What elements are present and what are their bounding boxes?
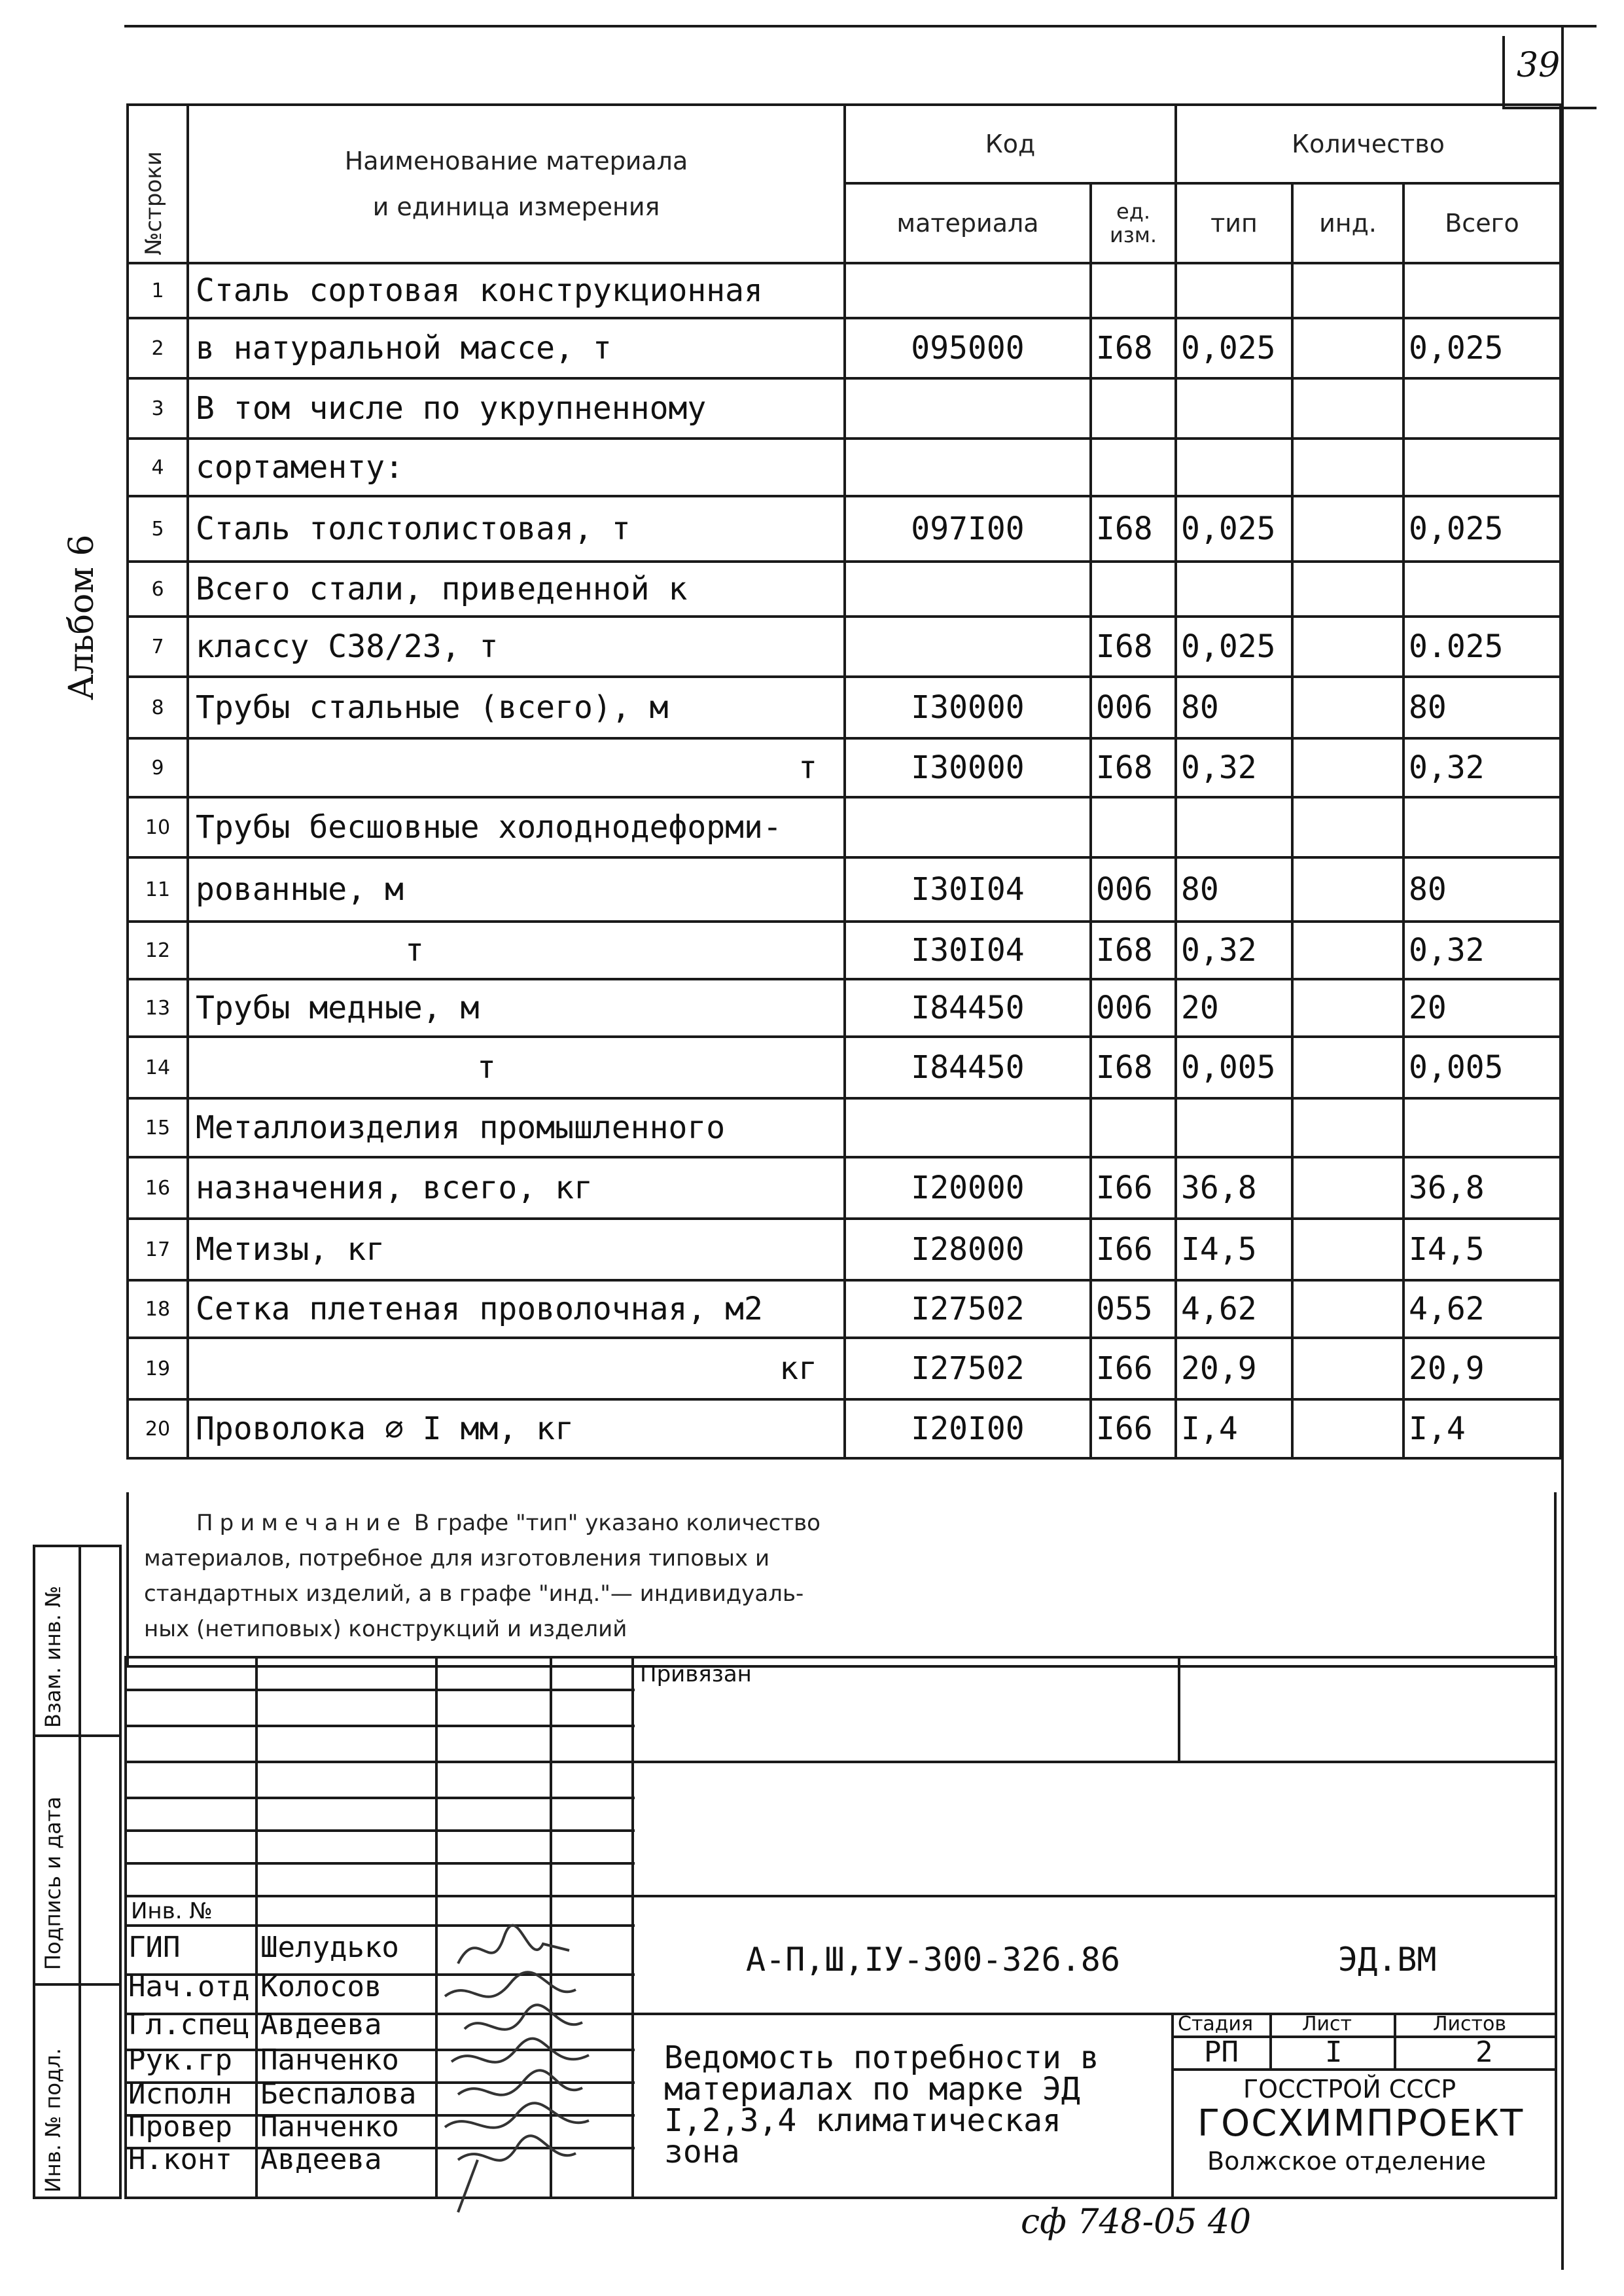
page-number: 39 [1517,46,1561,85]
table-row [128,797,1561,857]
qty-ind [1292,1037,1403,1098]
tb-hline-7 [124,1895,1557,1897]
qty-type: 0,025 [1176,496,1292,562]
qty-ind [1292,318,1403,378]
qty-ind [1292,1338,1403,1399]
side-label-inv-podl: Инв. № подл. [41,2048,65,2193]
footer-handwritten: сф 748-05 40 [1021,2202,1252,2242]
person-role: Н.конт [128,2143,232,2176]
note-line1: В графе "тип" указано количество [414,1510,821,1536]
person-role: Гл.спец [128,2008,250,2041]
material-code: I30I04 [845,857,1091,922]
unit-code: I66 [1091,1219,1176,1280]
material-code: I30000 [845,677,1091,738]
qty-ind [1292,496,1403,562]
unit-code: 006 [1091,857,1176,922]
table-row [128,318,1561,378]
unit-code: 055 [1091,1280,1176,1338]
table-row [128,1098,1561,1157]
qty-total: 80 [1403,677,1561,738]
qty-type: 0,025 [1176,617,1292,677]
qty-type: 4,62 [1176,1280,1292,1338]
material-name: Трубы медные, м [188,979,845,1037]
doc-title-line1: Ведомость потребности в [664,2039,1099,2076]
qty-type: I,4 [1176,1399,1292,1458]
header-name-line1: Наименование материала [344,147,688,175]
qty-ind [1292,857,1403,922]
material-code: I20I00 [845,1399,1091,1458]
table-row [128,1219,1561,1280]
material-name: Метизы, кг [188,1219,845,1280]
row-number: 11 [128,857,188,922]
unit-code [1091,1098,1176,1157]
sheets-value: 2 [1475,2036,1493,2069]
qty-ind [1292,1157,1403,1219]
tb-hline-4 [124,1797,635,1799]
side-label-podpis: Подпись и дата [41,1796,65,1970]
row-number: 18 [128,1280,188,1338]
material-name: Сетка плетеная проволочная, м2 [188,1280,845,1338]
material-code: I84450 [845,979,1091,1037]
qty-ind [1292,797,1403,857]
tb-hline-6 [124,1862,635,1865]
table-row [128,738,1561,797]
side-label-vzam: Взам. инв. № [41,1585,65,1728]
table-row [128,562,1561,617]
table-row [128,378,1561,439]
person-name: Беспалова [260,2077,417,2111]
material-name: В том числе по укрупненному [188,378,845,439]
qty-ind [1292,922,1403,979]
tb-vline-4 [631,1656,634,2199]
tb-hline-3 [124,1761,1557,1763]
material-name: кг [188,1338,845,1399]
unit-code [1091,562,1176,617]
unit-code: 006 [1091,979,1176,1037]
material-name: т [188,922,845,979]
material-name: Сталь толстолистовая, т [188,496,845,562]
person-name: Колосов [260,1970,382,2003]
qty-ind [1292,677,1403,738]
doc-title-line4: зона [664,2134,740,2170]
signatures [419,1885,628,2225]
doc-title-line2: материалах по марке ЭД [664,2071,1080,2108]
sheet-label: Лист [1302,2013,1352,2036]
qty-total: 4,62 [1403,1280,1561,1338]
qty-ind [1292,1280,1403,1338]
material-code: 097I00 [845,496,1091,562]
material-code [845,1098,1091,1157]
table-row [128,677,1561,738]
qty-total: 0,32 [1403,922,1561,979]
header-code-group: Код [845,105,1176,183]
material-code: I84450 [845,1037,1091,1098]
row-number: 10 [128,797,188,857]
qty-total [1403,797,1561,857]
qty-total: 0,025 [1403,496,1561,562]
qty-ind [1292,439,1403,496]
tb-hline-5 [124,1829,635,1832]
material-name: Металлоизделия промышленного [188,1098,845,1157]
note-line3: стандартных изделий, а в графе "инд."— индивидуаль- [144,1581,804,1607]
qty-total [1403,439,1561,496]
sheets-label: Листов [1433,2013,1507,2036]
material-code [845,378,1091,439]
unit-code: 006 [1091,677,1176,738]
material-code: I30000 [845,738,1091,797]
person-name: Панченко [260,2043,399,2077]
table-row [128,1157,1561,1219]
stage-vline-2 [1269,2013,1272,2070]
qty-type [1176,562,1292,617]
unit-code [1091,378,1176,439]
header-qty-total: Всего [1403,183,1561,263]
person-role: Провер [128,2110,232,2144]
sheet-value: I [1325,2036,1343,2069]
unit-code: I68 [1091,738,1176,797]
row-number: 8 [128,677,188,738]
material-name: Трубы бесшовные холоднодеформи- [188,797,845,857]
unit-code: I66 [1091,1338,1176,1399]
qty-total [1403,263,1561,318]
header-name-line2: и единица измерения [372,192,660,221]
row-number: 19 [128,1338,188,1399]
header-qty-ind: инд. [1292,183,1403,263]
inv-no-label: Инв. № [131,1898,213,1924]
qty-type [1176,263,1292,318]
doc-code: А-П,Ш,IУ-300-326.86 [746,1941,1120,1979]
qty-total: I,4 [1403,1399,1561,1458]
qty-type: 80 [1176,857,1292,922]
stage-label: Стадия [1178,2013,1254,2036]
person-role: Исполн [128,2077,232,2111]
material-name: в натуральной массе, т [188,318,845,378]
tb-vline-5 [1178,1656,1180,1761]
note-text [144,1505,821,1647]
qty-ind [1292,1219,1403,1280]
materials-table [126,103,1562,1460]
privyazan-label: Привязан [640,1661,752,1687]
person-name: Панченко [260,2110,399,2144]
unit-code: I68 [1091,617,1176,677]
qty-type: 0,005 [1176,1037,1292,1098]
qty-type [1176,797,1292,857]
org-line1: ГОССТРОЙ СССР [1243,2075,1456,2104]
qty-total: I4,5 [1403,1219,1561,1280]
doc-title [664,2039,1099,2170]
unit-code: I68 [1091,922,1176,979]
table-row [128,1280,1561,1338]
header-unit-code: ед. изм. [1091,183,1176,263]
row-number: 4 [128,439,188,496]
album-label: Альбом 6 [62,534,101,700]
person-role: Рук.гр [128,2043,232,2077]
unit-code: I68 [1091,1037,1176,1098]
row-number: 14 [128,1037,188,1098]
table-row [128,1399,1561,1458]
row-number: 2 [128,318,188,378]
stage-vline [1171,2013,1174,2199]
qty-type [1176,439,1292,496]
row-number: 12 [128,922,188,979]
material-code: I30I04 [845,922,1091,979]
material-code: I28000 [845,1219,1091,1280]
material-code [845,617,1091,677]
qty-ind [1292,979,1403,1037]
qty-ind [1292,1399,1403,1458]
material-name: Трубы стальные (всего), м [188,677,845,738]
qty-ind [1292,562,1403,617]
header-row-no: №строки [141,151,167,255]
row-number: 16 [128,1157,188,1219]
unit-code [1091,797,1176,857]
material-code [845,263,1091,318]
person-name: Авдеева [260,2008,382,2041]
qty-type: 0,32 [1176,922,1292,979]
person-name: Авдеева [260,2143,382,2176]
unit-code: I66 [1091,1399,1176,1458]
qty-ind [1292,617,1403,677]
material-name: т [188,1037,845,1098]
qty-total: 20 [1403,979,1561,1037]
table-row [128,439,1561,496]
unit-code: I66 [1091,1157,1176,1219]
qty-type: 20,9 [1176,1338,1292,1399]
material-code: 095000 [845,318,1091,378]
unit-code [1091,439,1176,496]
row-number: 1 [128,263,188,318]
doc-mark: ЭД.ВМ [1338,1941,1437,1979]
org-line2: ГОСХИМПРОЕКТ [1197,2102,1525,2145]
frame-top-line [124,25,1597,27]
table-row [128,1338,1561,1399]
table-row [128,857,1561,922]
unit-code: I68 [1091,496,1176,562]
doc-title-line3: I,2,3,4 климатическая [664,2102,1061,2139]
qty-total: 80 [1403,857,1561,922]
material-code: I27502 [845,1280,1091,1338]
qty-ind [1292,378,1403,439]
side-strip-sep2 [33,1983,122,1986]
qty-ind [1292,738,1403,797]
side-strip-divider [79,1545,81,2199]
table-row [128,263,1561,318]
material-code: I20000 [845,1157,1091,1219]
header-qty-group: Количество [1176,105,1561,183]
row-number: 6 [128,562,188,617]
qty-type: 80 [1176,677,1292,738]
stage-value: РП [1204,2036,1239,2069]
material-name: Проволока ∅ I мм, кг [188,1399,845,1458]
qty-total [1403,562,1561,617]
material-code [845,439,1091,496]
qty-total: 0.025 [1403,617,1561,677]
table-row [128,979,1561,1037]
qty-type: 36,8 [1176,1157,1292,1219]
side-strip-sep1 [33,1734,122,1737]
row-number: 5 [128,496,188,562]
header-material-code: материала [845,183,1091,263]
table-row [128,1037,1561,1098]
material-name: рованные, м [188,857,845,922]
row-number: 9 [128,738,188,797]
person-role: Нач.отд [128,1970,250,2003]
material-name: Сталь сортовая конструкционная [188,263,845,318]
qty-total: 20,9 [1403,1338,1561,1399]
material-code [845,797,1091,857]
qty-type: I4,5 [1176,1219,1292,1280]
material-name: сортаменту: [188,439,845,496]
tb-vline-1 [255,1656,258,2199]
material-name: назначения, всего, кг [188,1157,845,1219]
qty-type [1176,378,1292,439]
table-row [128,496,1561,562]
row-number: 15 [128,1098,188,1157]
person-name: Шелудько [260,1931,399,1964]
org-line3: Волжское отделение [1207,2147,1487,2176]
qty-total [1403,1098,1561,1157]
material-name: т [188,738,845,797]
row-number: 17 [128,1219,188,1280]
row-number: 3 [128,378,188,439]
header-name-cell [188,105,845,263]
qty-total [1403,378,1561,439]
header-row-no-cell [128,105,188,263]
qty-type: 20 [1176,979,1292,1037]
row-number: 7 [128,617,188,677]
note-line4: ных (нетиповых) конструкций и изделий [144,1616,627,1642]
unit-code: I68 [1091,318,1176,378]
header-qty-type: тип [1176,183,1292,263]
qty-type: 0,025 [1176,318,1292,378]
material-code [845,562,1091,617]
qty-type: 0,32 [1176,738,1292,797]
qty-total: 0,005 [1403,1037,1561,1098]
table-row [128,922,1561,979]
note-line2: материалов, потребное для изготовления типовых и [144,1545,770,1571]
table-row [128,617,1561,677]
tb-hline-1 [124,1689,635,1691]
qty-total: 0,32 [1403,738,1561,797]
unit-code [1091,263,1176,318]
note-lead: Примечание [196,1510,407,1536]
row-number: 13 [128,979,188,1037]
material-name: классу С38/23, т [188,617,845,677]
qty-type [1176,1098,1292,1157]
material-name: Всего стали, приведенной к [188,562,845,617]
row-number: 20 [128,1399,188,1458]
stage-vline-3 [1394,2013,1396,2070]
qty-total: 36,8 [1403,1157,1561,1219]
qty-total: 0,025 [1403,318,1561,378]
material-code: I27502 [845,1338,1091,1399]
qty-ind [1292,263,1403,318]
person-role: ГИП [128,1931,181,1964]
tb-hline-2 [124,1725,635,1727]
qty-ind [1292,1098,1403,1157]
